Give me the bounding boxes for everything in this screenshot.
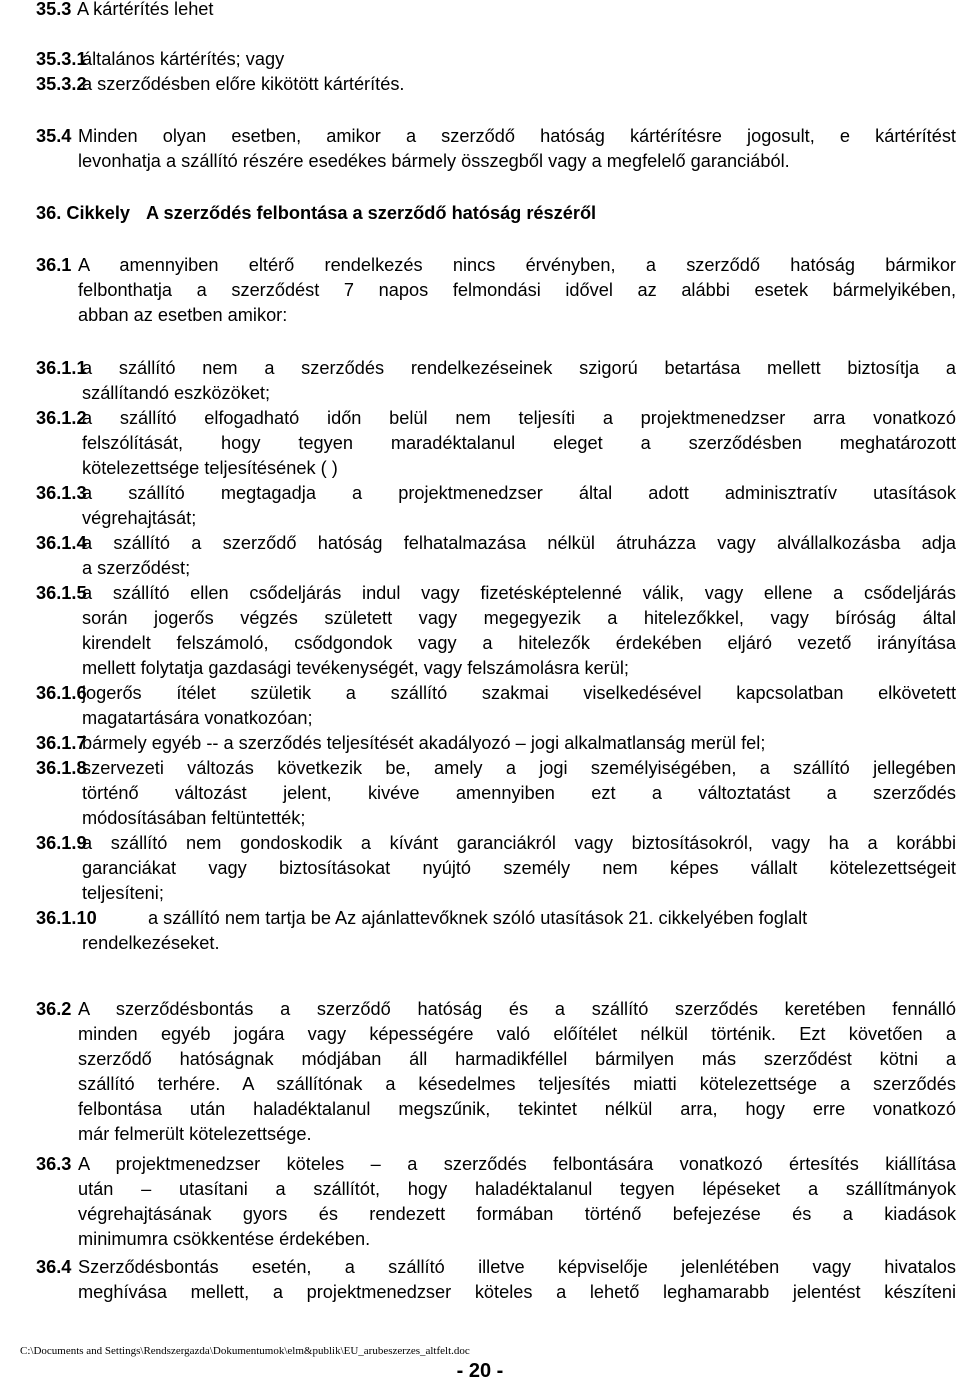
section-body xyxy=(78,253,956,328)
text-line: A projektmenedzser köteles – a szerződés felbontására vonatkozó értesítés kiállítása xyxy=(78,1154,956,1174)
text-line: levonhatja a szállító részére esedékes bármely összegből vagy a megfelelő garanciából. xyxy=(78,151,790,171)
item-number: 36.1.6 xyxy=(36,683,87,703)
item-number: 36.1.3 xyxy=(36,483,87,503)
text-line: jogerős ítélet születik a szállító szakmai viselkedésével kapcsolatban elkövetett xyxy=(82,683,956,703)
text-line: teljesíteni; xyxy=(82,883,164,903)
text-line: Szerződésbontás esetén, a szállító illetve képviselője jelenlétében vagy hivatalos xyxy=(78,1257,956,1277)
list-item xyxy=(36,406,956,481)
section-body xyxy=(78,1255,956,1305)
text-line: minimumra csökkentése érdekében. xyxy=(78,1229,371,1249)
text-line: meghívása mellett, a projektmenedzser köteles a lehető leghamarabb jelentést készíteni xyxy=(78,1282,956,1302)
text-line: a szállító elfogadható időn belül nem teljesíti a projektmenedzser arra vonatkozó xyxy=(82,408,956,428)
text-line: a szállító a szerződő hatóság felhatalmazása nélkül átruházza vagy alvállalkozásba adja xyxy=(82,533,956,553)
text-line: a szállító nem tartja be Az ajánlattevőknek szóló utasítások 21. cikkelyében foglalt xyxy=(148,908,808,928)
section-35-4 xyxy=(36,124,956,174)
section-number: 36.4 xyxy=(36,1257,72,1277)
text-line: a szerződést; xyxy=(82,558,191,578)
item-number: 36.1.1 xyxy=(36,358,87,378)
text-line: szállító terhére. A szállítónak a késedelmes teljesítés miatti kötelezettsége a szerződés xyxy=(78,1074,956,1094)
text-line: magatartására vonatkozóan; xyxy=(82,708,313,728)
section-body xyxy=(78,1152,956,1252)
section-text: a szerződésben előre kikötött kártérítés. xyxy=(82,74,405,94)
list-item xyxy=(36,481,956,531)
section-number: 36.3 xyxy=(36,1154,72,1174)
section-body xyxy=(78,124,956,174)
text-line: a szállító ellen csődeljárás indul vagy fizetésképtelenné válik, vagy ellene a csődeljárás xyxy=(82,583,956,603)
item-number: 36.1.2 xyxy=(36,408,87,428)
text-line: felbontása után haladéktalanul megszűnik, tekintet nélkül arra, hogy erre vonatkozó xyxy=(78,1099,956,1119)
list-item xyxy=(36,906,956,956)
list-item xyxy=(36,681,956,731)
text-line: kötelezettsége teljesítésének ( ) xyxy=(82,458,338,478)
text-line: a szállító nem gondoskodik a kívánt garanciákról vagy biztosításokról, vagy ha a korábbi xyxy=(82,833,956,853)
section-number: 35.3.1 xyxy=(36,49,87,69)
text-line: a szállító megtagadja a projektmenedzser által adott adminisztratív utasítások xyxy=(82,483,956,503)
article-36-heading xyxy=(36,201,956,226)
section-text: A kártérítés lehet xyxy=(77,0,214,19)
text-line: felbonthatja a szerződést 7 napos felmondási idővel az alábbi esetek bármelyikében, xyxy=(78,280,956,300)
section-number: 35.3.2 xyxy=(36,74,87,94)
text-line: szervezeti változás következik be, amely a jogi személyiségében, a szállító jellegében xyxy=(82,758,956,778)
text-line: végrehajtását; xyxy=(82,508,197,528)
section-text: általános kártérítés; vagy xyxy=(82,49,285,69)
text-line: módosításában feltüntették; xyxy=(82,808,306,828)
text-line: Minden olyan esetben, amikor a szerződő hatóság kártérítésre jogosult, e kártérítést xyxy=(78,126,956,146)
text-line: abban az esetben amikor: xyxy=(78,305,288,325)
section-35-3 xyxy=(36,0,956,22)
list-item xyxy=(36,356,956,406)
text-line: történő változást jelent, kivéve amennyiben ezt a változtatást a szerződés xyxy=(82,783,956,803)
section-36-3 xyxy=(36,1152,956,1252)
text-line: a szállító nem a szerződés rendelkezéseinek szigorú betartása mellett biztosítja a xyxy=(82,358,956,378)
text-line: szállítandó eszközöket; xyxy=(82,383,271,403)
article-number: 36. Cikkely xyxy=(36,203,131,223)
text-line: kirendelt felszámoló, csődgondok vagy a hitelezők érdekében eljáró vezető irányítása xyxy=(82,633,956,653)
text-line: szerződő hatóságnak módjában áll harmadikféllel bármilyen más szerződést kötni a xyxy=(78,1049,956,1069)
section-number: 36.1 xyxy=(36,255,72,275)
list-item xyxy=(36,831,956,906)
section-35-3-1 xyxy=(36,47,956,72)
item-number: 36.1.4 xyxy=(36,533,87,553)
text-line: garanciákat vagy biztosításokat nyújtó személy nem képes vállalt kötelezettségeit xyxy=(82,858,956,878)
list-item xyxy=(36,731,956,756)
article-title: A szerződés felbontása a szerződő hatóság részéről xyxy=(146,203,597,223)
document-file-path: C:\Documents and Settings\Rendszergazda\Dokumentumok\elm&publik\EU_arubeszerzes_altfelt.doc xyxy=(20,1345,470,1357)
text-line: bármely egyéb -- a szerződés teljesítését akadályozó – jogi alkalmatlanság merül fel; xyxy=(82,733,766,753)
section-number: 35.4 xyxy=(36,126,72,146)
page-number: - 20 - xyxy=(456,1360,504,1382)
text-line: során jogerős végzés született vagy megegyezik a hitelezőkkel, vagy bíróság által xyxy=(82,608,956,628)
item-number: 36.1.5 xyxy=(36,583,87,603)
item-number: 36.1.9 xyxy=(36,833,87,853)
text-line: rendelkezéseket. xyxy=(82,933,220,953)
text-line: már felmerült kötelezettsége. xyxy=(78,1124,312,1144)
text-line: végrehajtásának gyors és rendezett formában történő befejezése és a kiadások xyxy=(78,1204,956,1224)
text-line: A szerződésbontás a szerződő hatóság és a szállító szerződés keretében fennálló xyxy=(78,999,956,1019)
list-item xyxy=(36,531,956,581)
section-body xyxy=(78,997,956,1147)
section-number: 36.2 xyxy=(36,999,72,1019)
list-item xyxy=(36,756,956,831)
text-line: mellett folytatja gazdasági tevékenységét, vagy felszámolásra kerül; xyxy=(82,658,629,678)
section-36-2 xyxy=(36,997,956,1147)
text-line: A amennyiben eltérő rendelkezés nincs érvényben, a szerződő hatóság bármikor xyxy=(78,255,956,275)
section-36-4 xyxy=(36,1255,956,1305)
section-36-1 xyxy=(36,253,956,328)
text-line: után – utasítani a szállítót, hogy haladéktalanul tegyen lépéseket a szállítmányok xyxy=(78,1179,956,1199)
list-item xyxy=(36,581,956,681)
item-number: 36.1.7 xyxy=(36,733,87,753)
text-line: minden egyéb jogára vagy képességére való előítélet nélkül történik. Ezt követően a xyxy=(78,1024,956,1044)
item-number: 36.1.8 xyxy=(36,758,87,778)
condition-list xyxy=(36,356,956,956)
item-number: 36.1.10 xyxy=(36,908,97,928)
section-number: 35.3 xyxy=(36,0,72,19)
text-line: felszólítását, hogy tegyen maradéktalanul eleget a szerződésben meghatározott xyxy=(82,433,956,453)
section-35-3-2 xyxy=(36,72,956,97)
